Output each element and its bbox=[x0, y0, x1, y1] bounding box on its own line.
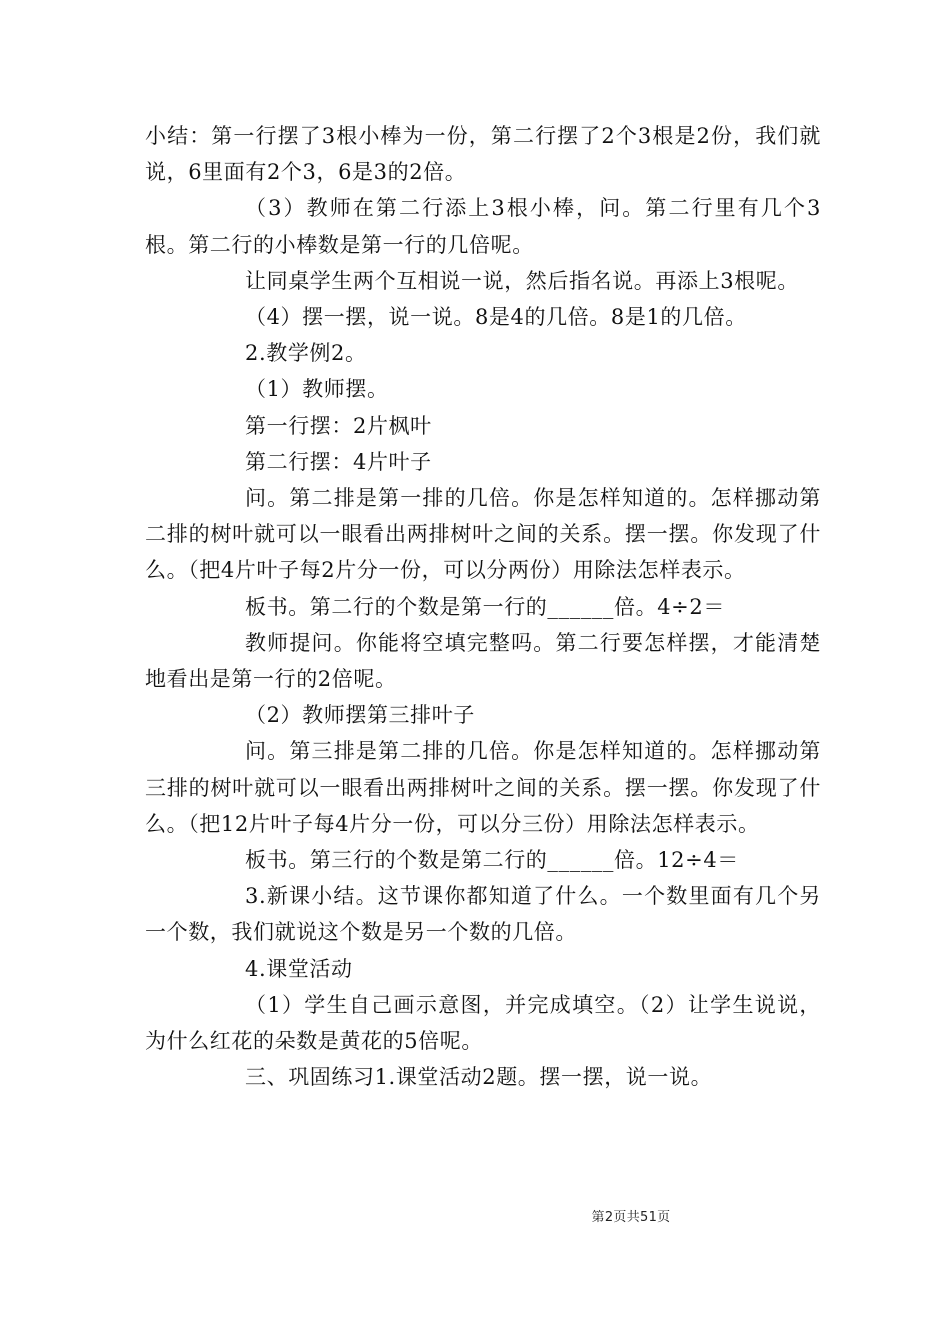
paragraph-row-1: 第一行摆：2片枫叶 bbox=[245, 413, 432, 438]
paragraph-teacher-arrange: （1）教师摆。 bbox=[245, 377, 389, 402]
paragraph-example-2: 2.教学例2。 bbox=[245, 341, 367, 366]
paragraph-board-1: 板书。第二行的个数是第一行的______倍。4÷2＝ bbox=[245, 594, 725, 619]
paragraph-third-row: （2）教师摆第三排叶子 bbox=[245, 703, 475, 728]
page-footer bbox=[0, 1206, 950, 1225]
paragraph-step-3: （3）教师在第二行添上3根小棒，问。第二行里有几个3根。第二行的小棒数是第一行的几倍呢。 bbox=[145, 196, 821, 257]
paragraph-deskmates: 让同桌学生两个互相说一说，然后指名说。再添上3根呢。 bbox=[245, 268, 799, 293]
paragraph-activity-items: （1）学生自己画示意图，并完成填空。（2）让学生说说，为什么红花的朵数是黄花的5倍呢。 bbox=[145, 992, 821, 1054]
document-body bbox=[145, 118, 821, 1095]
paragraph-question-2: 问。第三排是第二排的几倍。你是怎样知道的。怎样挪动第三排的树叶就可以一眼看出两排树叶之间的关系。摆一摆。你发现了什么。（把12片叶子每4片分一份，可以分三份）用除法怎样表示。 bbox=[145, 739, 821, 836]
paragraph-step-4: （4）摆一摆，说一说。8是4的几倍。8是1的几倍。 bbox=[245, 305, 747, 330]
paragraph-summary: 小结：第一行摆了3根小棒为一份，第二行摆了2个3根是2份，我们就说，6里面有2个3，6是3的2倍。 bbox=[145, 124, 821, 185]
paragraph-lesson-summary: 3.新课小结。这节课你都知道了什么。一个数里面有几个另一个数，我们就说这个数是另一个数的几倍。 bbox=[145, 884, 821, 945]
paragraph-row-2: 第二行摆：4片叶子 bbox=[245, 449, 432, 474]
paragraph-class-activity: 4.课堂活动 bbox=[245, 956, 353, 981]
paragraph-practice: 三、巩固练习1.课堂活动2题。摆一摆，说一说。 bbox=[245, 1065, 713, 1090]
page-number: 第2页共51页 bbox=[591, 1210, 671, 1225]
paragraph-question-1: 问。第二排是第一排的几倍。你是怎样知道的。怎样挪动第二排的树叶就可以一眼看出两排树叶之间的关系。摆一摆。你发现了什么。（把4片叶子每2片分一份，可以分两份）用除法怎样表示。 bbox=[145, 486, 821, 583]
paragraph-board-2: 板书。第三行的个数是第二行的______倍。12÷4＝ bbox=[245, 848, 739, 873]
paragraph-teacher-question: 教师提问。你能将空填完整吗。第二行要怎样摆，才能清楚地看出是第一行的2倍呢。 bbox=[145, 630, 821, 692]
